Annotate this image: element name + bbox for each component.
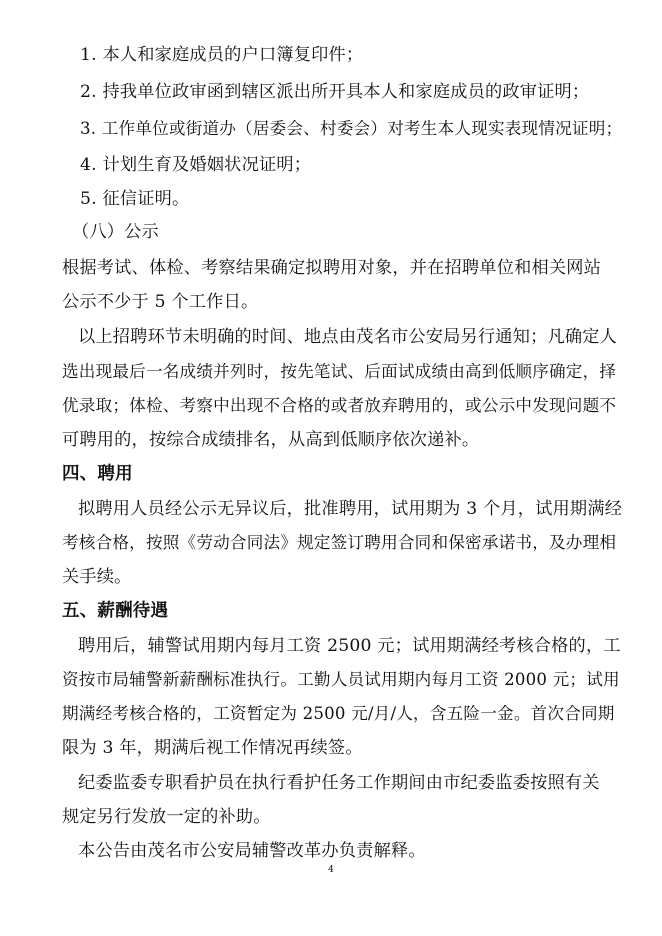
paragraph-line: 公示不少于 5 个工作日。: [62, 292, 259, 312]
list-item-5: 5. 征信证明。: [80, 189, 190, 209]
paragraph-line: 纪委监委专职看护员在执行看护任务工作期间由市纪委监委按照有关: [78, 773, 600, 793]
page-number: 4: [328, 865, 334, 875]
list-item-1: 1. 本人和家庭成员的户口簿复印件；: [80, 45, 364, 65]
list-item-4: 4. 计划生育及婚姻状况证明；: [80, 155, 312, 175]
paragraph-line: 根据考试、体检、考察结果确定拟聘用对象，并在招聘单位和相关网站: [62, 258, 602, 278]
list-item-3: 3. 工作单位或街道办（居委会、村委会）对考生本人现实表现情况证明；: [80, 119, 623, 138]
section-heading-salary: 五、薪酬待遇: [62, 601, 169, 621]
section-heading-employment: 四、聘用: [62, 464, 133, 484]
paragraph-line: 关手续。: [62, 567, 132, 587]
paragraph-line: 资按市局辅警新薪酬标准执行。工勤人员试用期内每月工资 2000 元；试用: [62, 670, 620, 689]
paragraph-line: 规定另行发放一定的补助。: [62, 807, 271, 827]
paragraph-line: 以上招聘环节未明确的时间、地点由茂名市公安局另行通知；凡确定人: [78, 327, 618, 347]
paragraph-line: 可聘用的，按综合成绩排名，从高到低顺序依次递补。: [62, 430, 480, 450]
paragraph-line: 本公告由茂名市公安局辅警改革办负责解释。: [78, 841, 426, 861]
paragraph-line: 考核合格，按照《劳动合同法》规定签订聘用合同和保密承诺书，及办理相: [62, 533, 617, 552]
paragraph-line: 优录取；体检、考察中出现不合格的或者放弃聘用的，或公示中发现问题不: [62, 396, 617, 415]
paragraph-line: 限为 3 年，期满后视工作情况再续签。: [62, 738, 363, 758]
section-publicity-heading: （八）公示: [72, 222, 159, 242]
paragraph-line: 拟聘用人员经公示无异议后，批准聘用，试用期为 3 个月，试用期满经: [78, 499, 623, 519]
paragraph-line: 聘用后，辅警试用期内每月工资 2500 元；试用期满经考核合格的，工: [78, 636, 621, 656]
list-item-2: 2. 持我单位政审函到辖区派出所开具本人和家庭成员的政审证明；: [80, 82, 590, 102]
paragraph-line: 选出现最后一名成绩并列时，按先笔试、后面试成绩由高到低顺序确定，择: [62, 362, 617, 381]
paragraph-line: 期满经考核合格的，工资暂定为 2500 元/月/人，含五险一金。首次合同期: [62, 704, 615, 723]
